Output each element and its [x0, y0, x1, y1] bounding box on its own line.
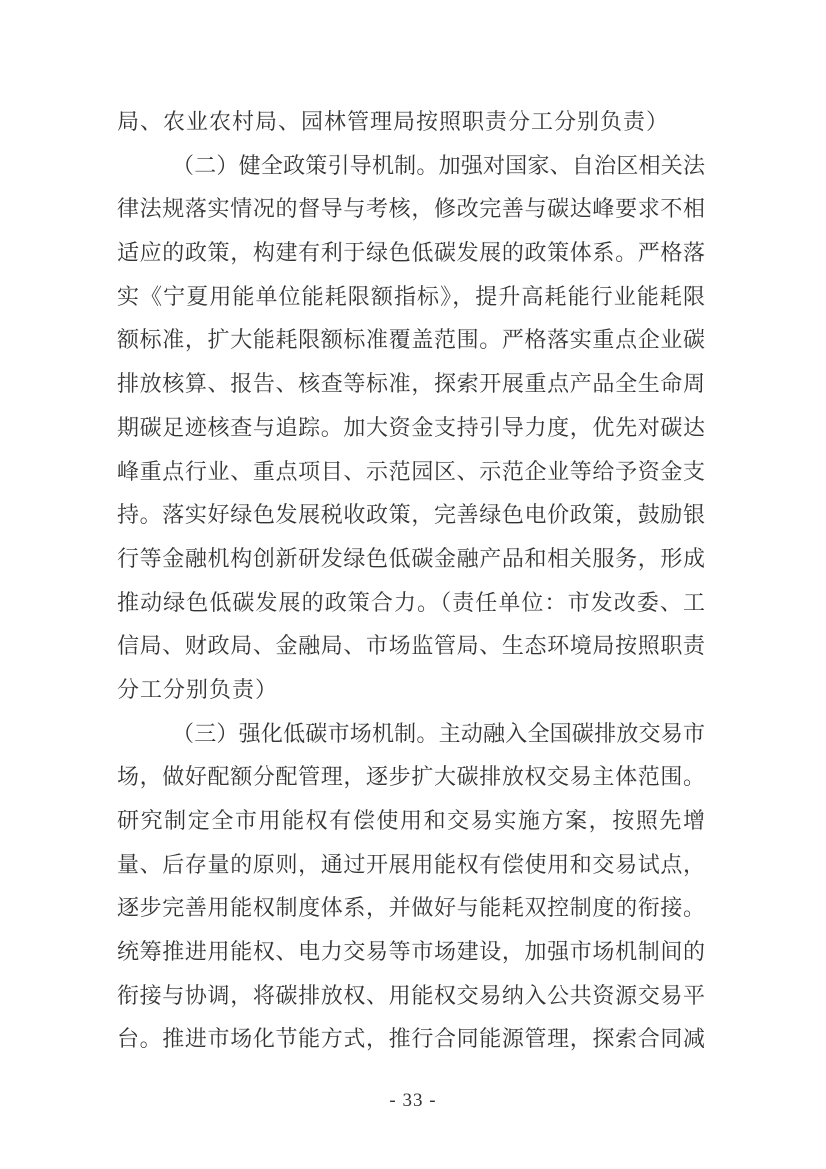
page-number: - 33 - — [389, 1090, 437, 1111]
text-line-07: 排放核算、报告、核查等标准，探索开展重点产品全生命周 — [117, 371, 705, 397]
text-line-17: 研究制定全市用能权有偿使用和交易实施方案，按照先增 — [117, 808, 705, 833]
text-line-21: 衔接与协调，将碳排放权、用能权交易纳入公共资源交易平 — [117, 982, 705, 1008]
text-line-12: 推动绿色低碳发展的政策合力。（责任单位：市发改委、工 — [117, 589, 705, 615]
text-line-16: 场，做好配额分配管理，逐步扩大碳排放权交易主体范围。 — [117, 764, 705, 790]
document-body — [117, 100, 705, 1061]
text-line-15: （三）强化低碳市场机制。主动融入全国碳排放交易市 — [172, 720, 705, 746]
text-line-20: 统筹推进用能权、电力交易等市场建设，加强市场机制间的 — [117, 939, 705, 965]
text-line-02: （二）健全政策引导机制。加强对国家、自治区相关法 — [172, 152, 705, 178]
text-line-08: 期碳足迹核查与追踪。加大资金支持引导力度，优先对碳达 — [117, 414, 705, 440]
text-line-11: 行等金融机构创新研发绿色低碳金融产品和相关服务，形成 — [117, 545, 705, 571]
text-line-18: 量、后存量的原则，通过开展用能权有偿使用和交易试点， — [117, 851, 705, 877]
text-line-06: 额标准，扩大能耗限额标准覆盖范围。严格落实重点企业碳 — [117, 327, 705, 353]
text-line-09: 峰重点行业、重点项目、示范园区、示范企业等给予资金支 — [117, 458, 705, 484]
text-line-22: 台。推进市场化节能方式，推行合同能源管理，探索合同减 — [117, 1026, 705, 1052]
text-line-10: 持。落实好绿色发展税收政策，完善绿色电价政策，鼓励银 — [117, 502, 705, 528]
text-line-05: 实《宁夏用能单位能耗限额指标》，提升高耗能行业能耗限 — [117, 283, 705, 309]
text-line-04: 适应的政策，构建有利于绿色低碳发展的政策体系。严格落 — [117, 240, 705, 266]
text-line-19: 逐步完善用能权制度体系，并做好与能耗双控制度的衔接。 — [117, 895, 705, 921]
text-line-14: 分工分别负责） — [117, 676, 279, 702]
text-line-03: 律法规落实情况的督导与考核，修改完善与碳达峰要求不相 — [117, 196, 705, 222]
text-line-01: 局、农业农村局、园林管理局按照职责分工分别负责） — [117, 109, 670, 134]
text-line-13: 信局、财政局、金融局、市场监管局、生态环境局按照职责 — [117, 633, 705, 659]
